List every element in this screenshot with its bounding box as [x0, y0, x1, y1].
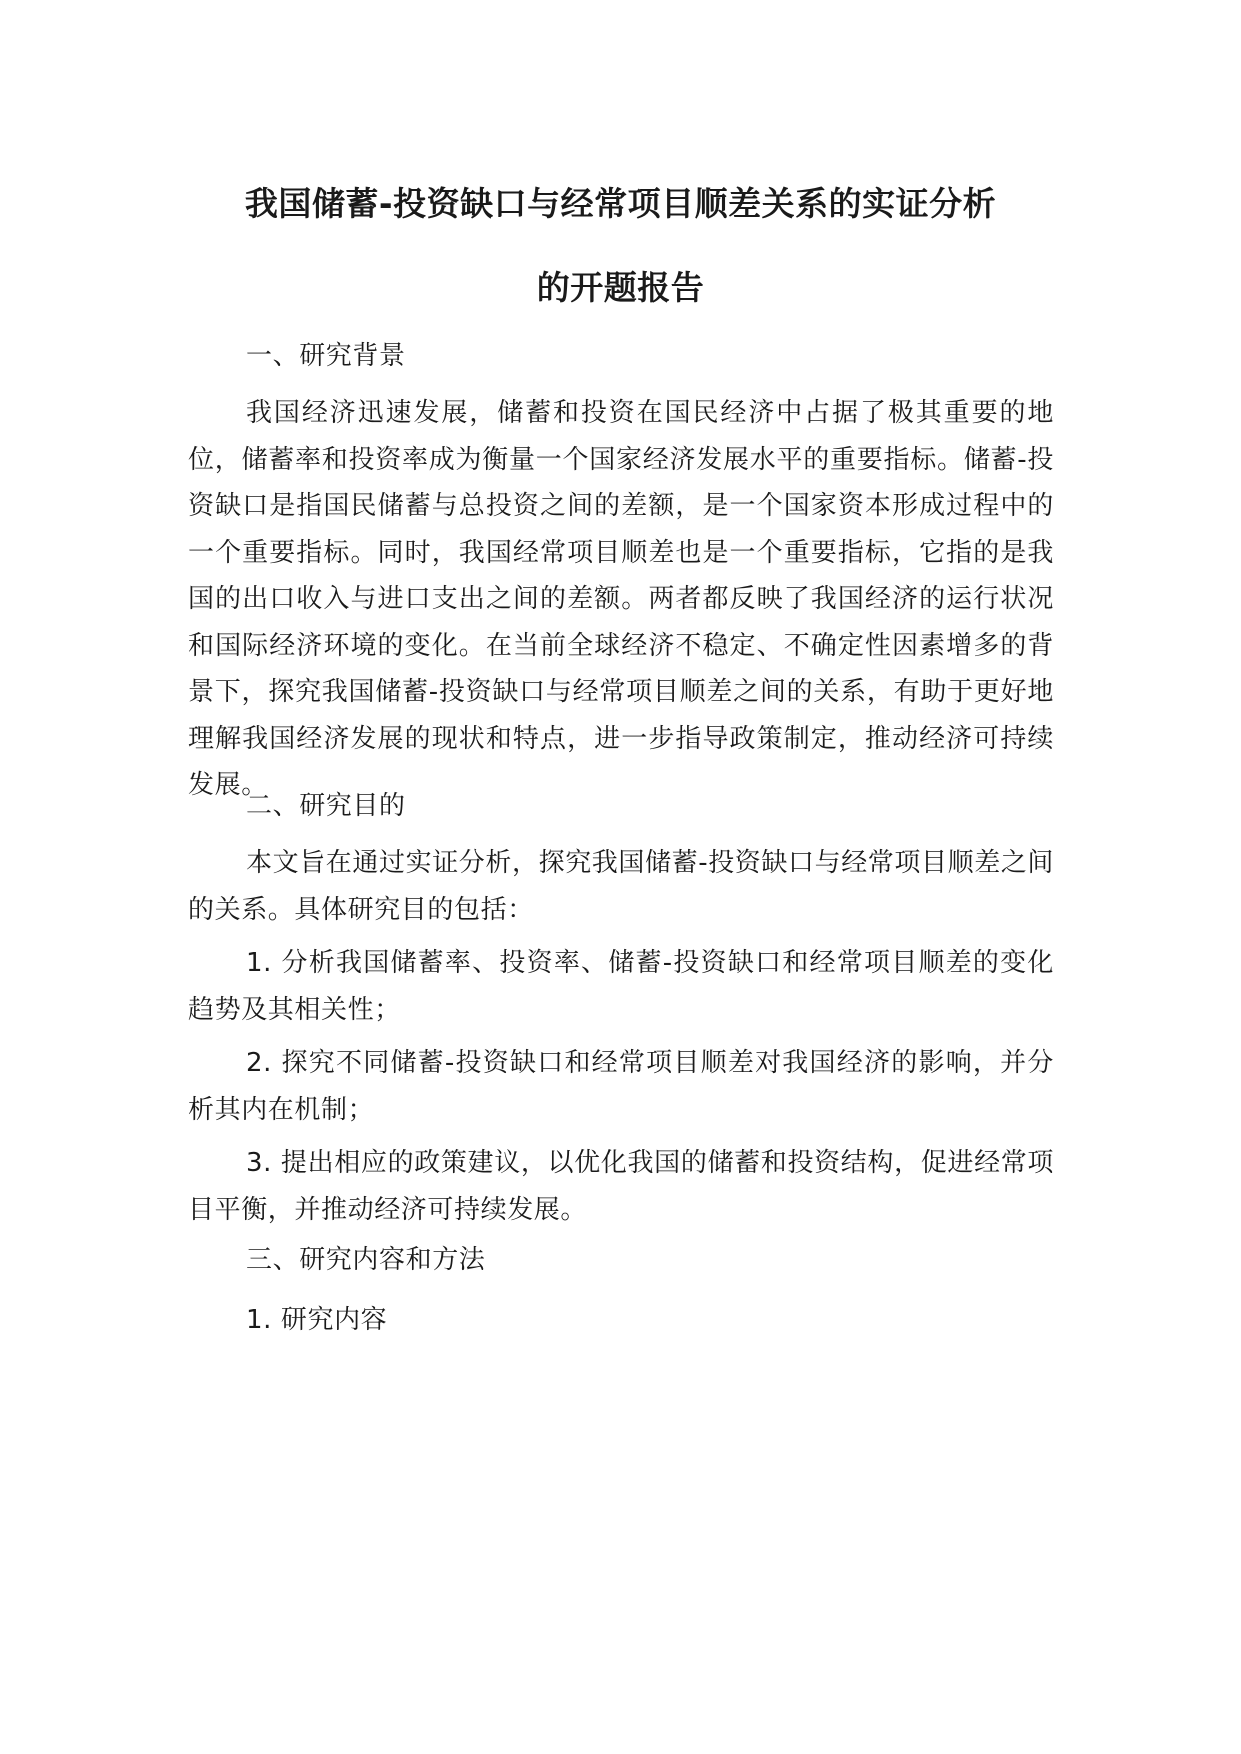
document-title-line-1: 我国储蓄-投资缺口与经常项目顺差关系的实证分析	[244, 184, 997, 223]
section-heading-content-method: 三、研究内容和方法	[246, 1245, 486, 1275]
section-heading-background: 一、研究背景	[246, 341, 406, 371]
objective-list-item-3: 3. 提出相应的政策建议，以优化我国的储蓄和投资结构，促进经常项目平衡，并推动经济可持续发展。	[188, 1148, 1054, 1225]
section-heading-objective: 二、研究目的	[246, 791, 406, 821]
document-title-line-2: 的开题报告	[536, 268, 705, 307]
subsection-heading-content: 1. 研究内容	[246, 1305, 388, 1335]
objective-list-item-2: 2. 探究不同储蓄-投资缺口和经常项目顺差对我国经济的影响，并分析其内在机制；	[188, 1048, 1054, 1125]
objective-list-item-1: 1. 分析我国储蓄率、投资率、储蓄-投资缺口和经常项目顺差的变化趋势及其相关性；	[188, 948, 1054, 1025]
objective-paragraph: 本文旨在通过实证分析，探究我国储蓄-投资缺口与经常项目顺差之间的关系。具体研究目的包括：	[188, 848, 1054, 925]
background-paragraph: 我国经济迅速发展，储蓄和投资在国民经济中占据了极其重要的地位，储蓄率和投资率成为衡量一个国家经济发展水平的重要指标。储蓄-投资缺口是指国民储蓄与总投资之间的差额，是一个国家资本形成过程中的一个重要指标。同时，我国经常项目顺差也是一个重要指标，它指的是我国的出口收入与进口支出之间的差额。两者都反映了我国经济的运行状况和国际经济环境的变化。在当前全球经济不稳定、不确定性因素增多的背景下，探究我国储蓄-投资缺口与经常项目顺差之间的关系，有助于更好地理解我国经济发展的现状和特点，进一步指导政策制定，推动经济可持续发展。	[188, 398, 1054, 800]
